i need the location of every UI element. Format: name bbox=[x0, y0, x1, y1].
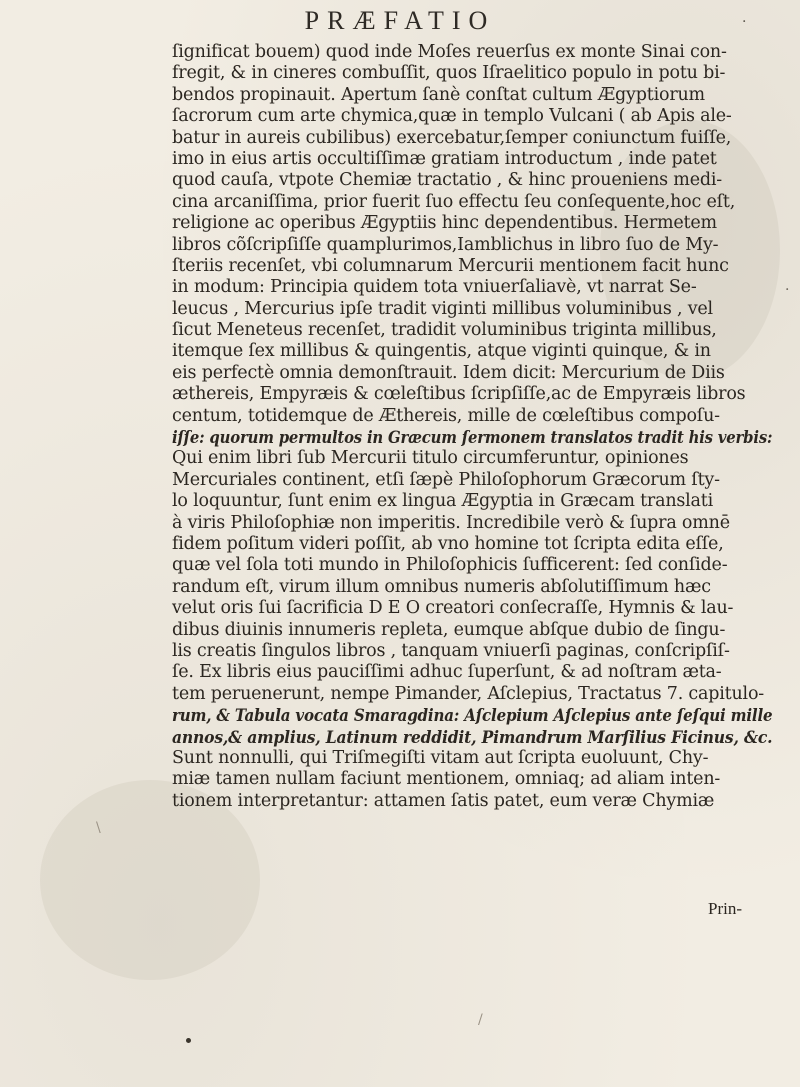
text-line: imo in eius artis occultiſſimæ gratiam introductum , inde patet bbox=[172, 148, 717, 169]
text-line: iſſe: quorum permultos in Græcum ſermonem translatos tradit his verbis: bbox=[172, 428, 773, 448]
text-line: à viris Philoſophiæ non imperitis. Incredibile verò & ſupra omnē bbox=[172, 512, 730, 533]
text-line: quod cauſa, vtpote Chemiæ tractatio , & hinc proueniens medi- bbox=[172, 170, 722, 191]
text-line: tionem interpretantur: attamen ſatis patet, eum veræ Chymiæ bbox=[172, 790, 715, 811]
text-line: ſacrorum cum arte chymica,quæ in templo Vulcani ( ab Apis ale- bbox=[172, 106, 732, 127]
text-line: Sunt nonnulli, qui Triſmegiſti vitam aut ſcripta euoluunt, Chy- bbox=[172, 747, 709, 768]
margin-mark: \ bbox=[96, 820, 101, 836]
text-line: velut oris ſui ſacrificia D E O creatori conſecraſſe, Hymnis & lau- bbox=[172, 598, 734, 619]
text-line: Qui enim libri ſub Mercurii titulo circumferuntur, opiniones bbox=[172, 448, 689, 469]
text-line: lo loquuntur, ſunt enim ex lingua Ægyptia in Græcam translati bbox=[172, 491, 714, 512]
text-line: rum, & Tabula vocata Smaragdina: Aſclepium Aſclepius ante ſeſqui mille bbox=[172, 706, 773, 726]
text-line: centum, totidemque de Æthereis, mille de cœleſtibus compoſu- bbox=[172, 405, 720, 426]
text-line: dibus diuinis innumeris repleta, eumque abſque dubio de ſingu- bbox=[172, 619, 726, 640]
text-line: miæ tamen nullam faciunt mentionem, omniaq; ad aliam inten- bbox=[172, 769, 721, 790]
text-line: eis perfectè omnia demonſtrauit. Idem dicit: Mercurium de Diis bbox=[172, 362, 725, 383]
catchword: Prin- bbox=[708, 899, 742, 918]
text-line: ſignificat bouem) quod inde Moſes reuerſus ex monte Sinai con- bbox=[172, 42, 727, 62]
text-line: itemque ſex millibus & quingentis, atque viginti quinque, & in bbox=[172, 341, 711, 362]
text-line: leucus , Mercurius ipſe tradit viginti millibus voluminibus , vel bbox=[172, 298, 713, 319]
ink-dot bbox=[186, 1038, 191, 1043]
header-ornament: · bbox=[742, 14, 747, 30]
page-header: PRÆFATIO bbox=[304, 6, 496, 35]
text-line: ſteriis recenſet, vbi columnarum Mercurii mentionem facit hunc bbox=[172, 255, 729, 276]
text-line: ſe. Ex libris eius pauciſſimi adhuc ſuperſunt, & ad noſtram æta- bbox=[172, 662, 722, 683]
text-line: annos,& amplius, Latinum reddidit, Pimandrum Marſilius Ficinus, &c. bbox=[172, 727, 773, 747]
text-line: æthereis, Empyræis & cœleſtibus ſcripſiſſe,ac de Empyræis libros bbox=[172, 384, 746, 405]
text-line: randum eſt, virum illum omnibus numeris abſolutiſſimum hæc bbox=[172, 576, 711, 597]
text-line: fregit, & in cineres combuſſit, quos Iſraelitico populo in potu bi- bbox=[172, 63, 726, 84]
text-line: libros cõſcripſiſſe quamplurimos,Iamblichus in libro ſuo de My- bbox=[172, 234, 719, 255]
text-line: batur in aureis cubilibus) exercebatur,ſemper coniunctum fuiſſe, bbox=[172, 127, 732, 148]
margin-mark: · bbox=[785, 282, 790, 298]
text-line: quæ vel ſola toti mundo in Philoſophicis ſufficerent: ſed conſide- bbox=[172, 555, 728, 576]
text-line: Mercuriales continent, etſi ſæpè Philoſophorum Græcorum ſty- bbox=[172, 469, 720, 490]
text-line: fidem poſitum videri poſſit, ab vno homine tot ſcripta edita eſſe, bbox=[172, 533, 724, 554]
text-line: cina arcaniſſima, prior fuerit ſuo effectu ſeu conſequente,hoc eſt, bbox=[172, 191, 736, 212]
body-text bbox=[172, 42, 772, 812]
text-line: lis creatis ſingulos libros , tanquam vniuerſi paginas, conſcripſiſ- bbox=[172, 640, 730, 661]
text-line: tem peruenerunt, nempe Pimander, Aſclepius, Tractatus 7. capitulo- bbox=[172, 683, 765, 704]
margin-mark: / bbox=[478, 1012, 483, 1028]
text-line: religione ac operibus Ægyptiis hinc dependentibus. Hermetem bbox=[172, 213, 717, 234]
text-line: in modum: Principia quidem tota vniuerſaliavè, vt narrat Se- bbox=[172, 277, 697, 298]
text-line: ſicut Meneteus recenſet, tradidit voluminibus triginta millibus, bbox=[172, 320, 717, 341]
text-line: bendos propinauit. Apertum ſanè conſtat cultum Ægyptiorum bbox=[172, 84, 705, 105]
